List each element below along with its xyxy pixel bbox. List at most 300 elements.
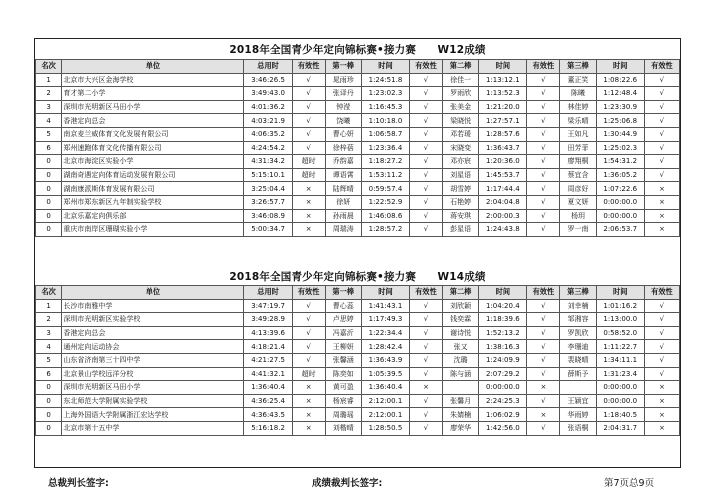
column-header-leg1-runner: 第一棒	[325, 60, 361, 74]
leg3-runner-cell: 廖翔桐	[560, 155, 596, 169]
leg2-valid-cell: √	[527, 100, 560, 114]
leg3-runner-cell: 罗凯欣	[560, 326, 596, 340]
leg1-time-cell: 1:41:43.1	[361, 299, 409, 313]
leg2-time-cell: 1:27:57.1	[479, 114, 527, 128]
leg1-time-cell: 1:18:27.2	[361, 155, 409, 169]
rank-cell: 0	[36, 223, 62, 237]
rank-cell: 4	[36, 340, 62, 354]
rank-cell: 0	[36, 421, 62, 435]
column-header-leg2-valid: 有效性	[527, 60, 560, 74]
leg2-valid-cell: √	[527, 394, 560, 408]
total-time-cell: 5:16:18.2	[244, 421, 292, 435]
valid-cell: ×	[292, 223, 325, 237]
total-time-cell: 4:36:25.4	[244, 394, 292, 408]
leg1-time-cell: 1:36:40.4	[361, 381, 409, 395]
leg1-valid-cell: √	[410, 223, 443, 237]
leg3-time-cell: 0:00:00.0	[596, 394, 644, 408]
leg2-valid-cell: √	[527, 155, 560, 169]
leg3-time-cell: 0:00:00.0	[596, 195, 644, 209]
column-header-leg1-valid: 有效性	[410, 286, 443, 300]
column-header-leg1-runner: 第一棒	[325, 286, 361, 300]
rank-cell: 0	[36, 209, 62, 223]
table-row	[36, 127, 680, 141]
leg3-valid-cell: ×	[644, 195, 679, 209]
leg1-time-cell: 1:06:58.7	[361, 127, 409, 141]
leg2-runner-cell: 梁晓悦	[442, 114, 478, 128]
valid-cell: ×	[292, 182, 325, 196]
valid-cell: √	[292, 141, 325, 155]
valid-cell: 超时	[292, 367, 325, 381]
column-header-leg2-runner: 第二棒	[442, 60, 478, 74]
leg3-valid-cell: √	[644, 114, 679, 128]
leg3-valid-cell: ×	[644, 209, 679, 223]
results-sheet	[34, 38, 681, 468]
table-row	[36, 141, 680, 155]
leg2-runner-cell: 沈璐	[442, 353, 478, 367]
column-header-team: 单位	[62, 286, 244, 300]
leg3-valid-cell: √	[644, 168, 679, 182]
table-row	[36, 367, 680, 381]
leg2-runner-cell: 罗雨欣	[442, 87, 478, 101]
leg3-valid-cell: ×	[644, 394, 679, 408]
rank-cell: 6	[36, 367, 62, 381]
leg2-time-cell: 1:36:43.7	[479, 141, 527, 155]
leg1-valid-cell: √	[410, 326, 443, 340]
leg2-runner-cell: 张美金	[442, 100, 478, 114]
valid-cell: ×	[292, 195, 325, 209]
chief-referee-signature-label: 总裁判长签字:	[48, 478, 109, 489]
leg3-valid-cell: √	[644, 100, 679, 114]
leg1-valid-cell: √	[410, 299, 443, 313]
table-row	[36, 353, 680, 367]
leg3-time-cell: 1:07:22.6	[596, 182, 644, 196]
column-header-total-time: 总用时	[244, 60, 292, 74]
leg3-valid-cell: ×	[644, 223, 679, 237]
leg3-time-cell: 1:54:31.2	[596, 155, 644, 169]
leg2-runner-cell: 蒋安琪	[442, 209, 478, 223]
leg1-time-cell: 1:46:08.6	[361, 209, 409, 223]
rank-cell: 0	[36, 195, 62, 209]
leg2-runner-cell: 邓亦宸	[442, 155, 478, 169]
table-row	[36, 100, 680, 114]
leg3-valid-cell: √	[644, 340, 679, 354]
leg1-time-cell: 1:28:57.2	[361, 223, 409, 237]
rank-cell: 0	[36, 182, 62, 196]
leg3-runner-cell: 董正笑	[560, 73, 596, 87]
table-row	[36, 381, 680, 395]
valid-cell: 超时	[292, 168, 325, 182]
leg3-runner-cell: 田芳菲	[560, 141, 596, 155]
team-cell: 湖南康派斯体育发展有限公司	[62, 182, 244, 196]
leg1-valid-cell: √	[410, 155, 443, 169]
leg2-time-cell: 1:20:36.0	[479, 155, 527, 169]
leg1-valid-cell: √	[410, 114, 443, 128]
leg3-valid-cell: √	[644, 87, 679, 101]
leg2-time-cell: 1:06:02.9	[479, 408, 527, 422]
header-row	[36, 60, 680, 74]
leg1-runner-cell: 孙雨晨	[325, 209, 361, 223]
team-cell: 深圳市光明新区实验学校	[62, 313, 244, 327]
leg2-valid-cell: √	[527, 326, 560, 340]
leg1-valid-cell: ×	[410, 381, 443, 395]
header-row	[36, 286, 680, 300]
column-header-leg2-time: 时间	[479, 286, 527, 300]
team-cell: 北京市海淀区实验小学	[62, 155, 244, 169]
leg1-runner-cell: 冯嘉沂	[325, 326, 361, 340]
leg3-runner-cell: 罗一南	[560, 223, 596, 237]
column-header-leg2-runner: 第二棒	[442, 286, 478, 300]
leg1-time-cell: 2:12:00.1	[361, 394, 409, 408]
column-header-leg3-valid: 有效性	[644, 60, 679, 74]
team-cell: 重庆市南岸区珊瑚实验小学	[62, 223, 244, 237]
table-row	[36, 299, 680, 313]
leg1-valid-cell: √	[410, 421, 443, 435]
leg2-valid-cell: √	[527, 114, 560, 128]
leg3-runner-cell: 林佳婷	[560, 100, 596, 114]
leg3-valid-cell: √	[644, 299, 679, 313]
leg2-runner-cell: 朱婧楠	[442, 408, 478, 422]
leg2-time-cell: 1:17:44.4	[479, 182, 527, 196]
results-table-w14	[35, 285, 680, 436]
leg2-runner-cell: 徐佳一	[442, 73, 478, 87]
results-referee-signature-label: 成绩裁判长签字:	[312, 478, 383, 489]
leg3-valid-cell: √	[644, 73, 679, 87]
team-cell: 山东省济南第三十四中学	[62, 353, 244, 367]
leg3-time-cell: 1:11:22.7	[596, 340, 644, 354]
leg2-valid-cell: √	[527, 367, 560, 381]
table-row	[36, 73, 680, 87]
leg1-time-cell: 1:23:36.4	[361, 141, 409, 155]
leg2-runner-cell: 胡雪婷	[442, 182, 478, 196]
table-row	[36, 421, 680, 435]
leg1-valid-cell: √	[410, 127, 443, 141]
valid-cell: ×	[292, 421, 325, 435]
leg1-runner-cell: 饶曦	[325, 114, 361, 128]
leg1-runner-cell: 陆辉晴	[325, 182, 361, 196]
total-time-cell: 4:24:54.2	[244, 141, 292, 155]
leg2-time-cell: 1:24:43.8	[479, 223, 527, 237]
leg1-time-cell: 1:17:49.3	[361, 313, 409, 327]
leg3-time-cell: 1:08:22.6	[596, 73, 644, 87]
total-time-cell: 3:46:08.9	[244, 209, 292, 223]
leg3-time-cell: 1:34:11.1	[596, 353, 644, 367]
column-header-leg3-time: 时间	[596, 286, 644, 300]
team-cell: 北京乐嘉定向俱乐部	[62, 209, 244, 223]
leg1-runner-cell: 杨宸睿	[325, 394, 361, 408]
leg2-valid-cell: √	[527, 182, 560, 196]
leg3-runner-cell: 刘幸楠	[560, 299, 596, 313]
column-header-leg3-runner: 第三棒	[560, 286, 596, 300]
table-row	[36, 182, 680, 196]
leg1-runner-cell: 刘楷晴	[325, 421, 361, 435]
rank-cell: 3	[36, 100, 62, 114]
leg3-valid-cell: ×	[644, 408, 679, 422]
column-header-leg3-valid: 有效性	[644, 286, 679, 300]
valid-cell: √	[292, 73, 325, 87]
leg1-valid-cell: √	[410, 168, 443, 182]
leg2-valid-cell: √	[527, 421, 560, 435]
leg3-time-cell: 1:36:05.2	[596, 168, 644, 182]
total-time-cell: 4:41:32.1	[244, 367, 292, 381]
section-title-w14: 2018年全国青少年定向锦标赛•接力赛 W14成绩	[229, 271, 486, 283]
leg1-runner-cell: 周瑞涛	[325, 223, 361, 237]
valid-cell: ×	[292, 394, 325, 408]
rank-cell: 0	[36, 168, 62, 182]
team-cell: 深圳市光明新区马田小学	[62, 100, 244, 114]
total-time-cell: 4:36:43.5	[244, 408, 292, 422]
column-header-leg3-runner: 第三棒	[560, 60, 596, 74]
leg3-time-cell: 1:25:06.8	[596, 114, 644, 128]
leg3-runner-cell: 张语桐	[560, 421, 596, 435]
total-time-cell: 5:00:34.7	[244, 223, 292, 237]
total-time-cell: 5:15:10.1	[244, 168, 292, 182]
leg2-runner-cell: 钱奕霖	[442, 313, 478, 327]
table-row	[36, 408, 680, 422]
leg3-valid-cell: √	[644, 367, 679, 381]
leg2-time-cell: 2:07:29.2	[479, 367, 527, 381]
leg3-valid-cell: √	[644, 313, 679, 327]
leg3-runner-cell: 梁乐晴	[560, 114, 596, 128]
leg2-valid-cell: √	[527, 313, 560, 327]
leg3-time-cell: 0:00:00.0	[596, 381, 644, 395]
leg1-time-cell: 1:36:43.9	[361, 353, 409, 367]
leg2-runner-cell: 宋晓变	[442, 141, 478, 155]
team-cell: 北京市第十五中学	[62, 421, 244, 435]
leg1-runner-cell: 钟滢	[325, 100, 361, 114]
rank-cell: 5	[36, 353, 62, 367]
rank-cell: 0	[36, 155, 62, 169]
total-time-cell: 4:31:34.2	[244, 155, 292, 169]
valid-cell: √	[292, 299, 325, 313]
leg1-valid-cell: √	[410, 195, 443, 209]
leg2-time-cell: 1:04:20.4	[479, 299, 527, 313]
valid-cell: √	[292, 114, 325, 128]
valid-cell: √	[292, 353, 325, 367]
leg2-time-cell: 0:00:00.0	[479, 381, 527, 395]
team-cell: 上海外国语大学附属浙江宏达学校	[62, 408, 244, 422]
valid-cell: ×	[292, 209, 325, 223]
leg2-time-cell: 1:21:20.0	[479, 100, 527, 114]
rank-cell: 0	[36, 381, 62, 395]
leg2-valid-cell: √	[527, 340, 560, 354]
leg3-time-cell: 1:30:44.9	[596, 127, 644, 141]
leg3-valid-cell: ×	[644, 182, 679, 196]
table-row	[36, 223, 680, 237]
table-row	[36, 209, 680, 223]
rank-cell: 4	[36, 114, 62, 128]
valid-cell: ×	[292, 381, 325, 395]
leg3-runner-cell: 薛斯予	[560, 367, 596, 381]
leg3-runner-cell: 裴晓晴	[560, 353, 596, 367]
rank-cell: 5	[36, 127, 62, 141]
total-time-cell: 4:13:39.6	[244, 326, 292, 340]
leg1-runner-cell: 晁雨珍	[325, 73, 361, 87]
team-cell: 长沙市南雅中学	[62, 299, 244, 313]
leg3-time-cell: 0:58:52.0	[596, 326, 644, 340]
leg1-runner-cell: 谭语霄	[325, 168, 361, 182]
leg2-time-cell: 2:00:00.3	[479, 209, 527, 223]
column-header-valid: 有效性	[292, 286, 325, 300]
leg3-runner-cell: 邹湘容	[560, 313, 596, 327]
leg3-valid-cell: ×	[644, 381, 679, 395]
valid-cell: √	[292, 313, 325, 327]
leg1-valid-cell: √	[410, 340, 443, 354]
team-cell: 育才第二小学	[62, 87, 244, 101]
leg3-time-cell: 1:18:40.5	[596, 408, 644, 422]
leg2-time-cell: 1:18:39.6	[479, 313, 527, 327]
leg1-time-cell: 1:10:18.0	[361, 114, 409, 128]
table-row	[36, 168, 680, 182]
total-time-cell: 3:46:26.5	[244, 73, 292, 87]
leg3-runner-cell: 杨玥	[560, 209, 596, 223]
total-time-cell: 3:49:28.9	[244, 313, 292, 327]
leg3-runner-cell: 李珊迪	[560, 340, 596, 354]
total-time-cell: 1:36:40.4	[244, 381, 292, 395]
valid-cell: √	[292, 100, 325, 114]
leg1-runner-cell: 乔韵嘉	[325, 155, 361, 169]
leg1-runner-cell: 张馨涵	[325, 353, 361, 367]
leg1-time-cell: 1:28:50.5	[361, 421, 409, 435]
team-cell: 湖南奇遇定向体育运动发展有限公司	[62, 168, 244, 182]
rank-cell: 1	[36, 73, 62, 87]
leg3-valid-cell: ×	[644, 421, 679, 435]
leg3-runner-cell: 王如凡	[560, 127, 596, 141]
leg3-time-cell: 1:31:23.4	[596, 367, 644, 381]
leg2-time-cell: 2:04:04.8	[479, 195, 527, 209]
table-row	[36, 155, 680, 169]
leg1-runner-cell: 徐妍	[325, 195, 361, 209]
leg3-time-cell: 1:13:00.0	[596, 313, 644, 327]
section-title-w12: 2018年全国青少年定向锦标赛•接力赛 W12成绩	[229, 44, 486, 56]
leg2-valid-cell: √	[527, 141, 560, 155]
leg1-runner-cell: 卢思婷	[325, 313, 361, 327]
leg3-valid-cell: √	[644, 141, 679, 155]
leg3-runner-cell: 周彦好	[560, 182, 596, 196]
column-header-total-time: 总用时	[244, 286, 292, 300]
column-header-rank: 名次	[36, 286, 62, 300]
team-cell: 东北师范大学附属实验学校	[62, 394, 244, 408]
leg2-valid-cell: ×	[527, 408, 560, 422]
leg1-time-cell: 1:28:42.4	[361, 340, 409, 354]
leg3-time-cell: 2:06:53.7	[596, 223, 644, 237]
leg1-runner-cell: 陈奕如	[325, 367, 361, 381]
leg3-time-cell: 1:01:16.2	[596, 299, 644, 313]
leg1-valid-cell: √	[410, 141, 443, 155]
column-header-leg3-time: 时间	[596, 60, 644, 74]
leg2-runner-cell: 邓若瑗	[442, 127, 478, 141]
leg2-runner-cell: 刘欣颖	[442, 299, 478, 313]
column-header-leg1-time: 时间	[361, 286, 409, 300]
leg3-runner-cell: 夏文妍	[560, 195, 596, 209]
leg1-time-cell: 1:05:39.5	[361, 367, 409, 381]
leg3-valid-cell: √	[644, 127, 679, 141]
leg2-valid-cell: √	[527, 168, 560, 182]
leg3-runner-cell: 华雨婷	[560, 408, 596, 422]
leg3-time-cell: 2:04:31.7	[596, 421, 644, 435]
leg1-runner-cell: 王柳妍	[325, 340, 361, 354]
valid-cell: √	[292, 340, 325, 354]
leg1-valid-cell: √	[410, 73, 443, 87]
leg1-time-cell: 1:22:34.4	[361, 326, 409, 340]
results-table-w12	[35, 59, 680, 237]
leg2-valid-cell: √	[527, 223, 560, 237]
leg3-runner-cell	[560, 381, 596, 395]
leg1-runner-cell: 周璐瑶	[325, 408, 361, 422]
column-header-team: 单位	[62, 60, 244, 74]
leg2-time-cell: 1:38:16.3	[479, 340, 527, 354]
total-time-cell: 3:25:04.4	[244, 182, 292, 196]
total-time-cell: 4:18:21.4	[244, 340, 292, 354]
leg2-runner-cell: 陈与涵	[442, 367, 478, 381]
leg1-valid-cell: √	[410, 367, 443, 381]
valid-cell: √	[292, 127, 325, 141]
total-time-cell: 3:47:19.7	[244, 299, 292, 313]
leg1-time-cell: 1:23:02.3	[361, 87, 409, 101]
leg1-valid-cell: √	[410, 408, 443, 422]
leg2-time-cell: 1:42:56.0	[479, 421, 527, 435]
team-cell: 郑州速跑体育文化传播有限公司	[62, 141, 244, 155]
leg1-valid-cell: √	[410, 394, 443, 408]
leg2-runner-cell: 石艳婷	[442, 195, 478, 209]
leg3-runner-cell: 王颖宜	[560, 394, 596, 408]
leg2-runner-cell	[442, 381, 478, 395]
leg2-time-cell: 1:24:09.9	[479, 353, 527, 367]
leg2-runner-cell: 刘星语	[442, 168, 478, 182]
leg1-valid-cell: √	[410, 209, 443, 223]
leg2-time-cell: 1:52:13.2	[479, 326, 527, 340]
leg2-valid-cell: √	[527, 353, 560, 367]
leg1-time-cell: 0:59:57.4	[361, 182, 409, 196]
leg3-time-cell: 1:12:48.4	[596, 87, 644, 101]
column-header-leg1-time: 时间	[361, 60, 409, 74]
leg1-valid-cell: √	[410, 182, 443, 196]
table-row	[36, 340, 680, 354]
table-row	[36, 114, 680, 128]
rank-cell: 6	[36, 141, 62, 155]
leg2-time-cell: 1:13:12.1	[479, 73, 527, 87]
column-header-leg2-time: 时间	[479, 60, 527, 74]
leg1-runner-cell: 曹心蕊	[325, 299, 361, 313]
leg1-runner-cell: 黄可盈	[325, 381, 361, 395]
leg2-runner-cell: 廖荣华	[442, 421, 478, 435]
leg2-valid-cell: √	[527, 209, 560, 223]
leg1-time-cell: 1:53:11.2	[361, 168, 409, 182]
valid-cell: √	[292, 326, 325, 340]
leg3-valid-cell: √	[644, 353, 679, 367]
leg1-valid-cell: √	[410, 313, 443, 327]
table-row	[36, 195, 680, 209]
valid-cell: 超时	[292, 155, 325, 169]
rank-cell: 3	[36, 326, 62, 340]
team-cell: 通州定向运动协会	[62, 340, 244, 354]
team-cell: 深圳市光明新区马田小学	[62, 381, 244, 395]
leg2-runner-cell: 张又	[442, 340, 478, 354]
team-cell: 郑州市郑东新区九年制实验学校	[62, 195, 244, 209]
leg2-valid-cell: √	[527, 127, 560, 141]
leg1-valid-cell: √	[410, 353, 443, 367]
leg3-runner-cell: 陈曦	[560, 87, 596, 101]
leg2-valid-cell: √	[527, 73, 560, 87]
rank-cell: 2	[36, 87, 62, 101]
leg1-valid-cell: √	[410, 100, 443, 114]
leg3-time-cell: 0:00:00.0	[596, 209, 644, 223]
total-time-cell: 3:26:57.7	[244, 195, 292, 209]
team-cell: 北京市大兴区金海学校	[62, 73, 244, 87]
leg1-time-cell: 1:16:45.3	[361, 100, 409, 114]
total-time-cell: 4:03:21.9	[244, 114, 292, 128]
leg2-runner-cell: 谢诗悦	[442, 326, 478, 340]
table-row	[36, 87, 680, 101]
